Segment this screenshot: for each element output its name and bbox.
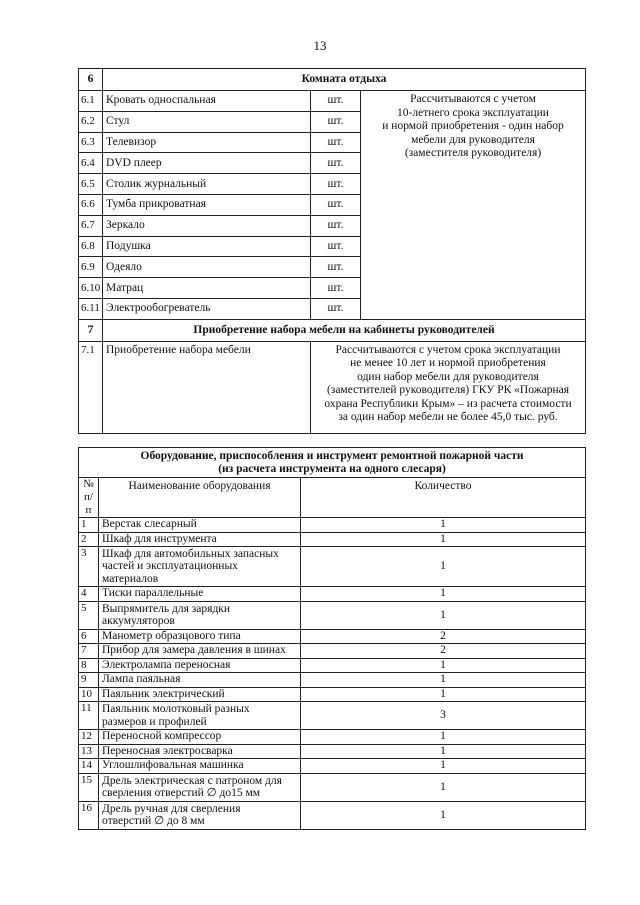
equipment-quantity: 1 [301,532,586,547]
row-number: 4 [79,587,99,602]
table-row [79,91,586,112]
note-line: (заместителей руководителя) ГКУ РК «Пожарная [326,384,570,397]
name-line: аккумуляторов [102,615,175,627]
item-number: 6.4 [79,153,103,174]
equipment-quantity: 1 [301,730,586,745]
item-number: 6.5 [79,174,103,195]
name-line: частей и эксплуатационных [102,560,238,573]
name-line: Лампа паяльная [102,673,181,686]
row-number: 16 [79,801,99,829]
table-row [79,801,586,829]
item-number: 6.1 [79,91,103,112]
column-header-name: Наименование оборудования [99,478,301,518]
equipment-quantity: 1 [301,773,586,801]
item-unit: шт. [311,153,361,174]
item-name: Подушка [103,236,311,257]
equipment-subtitle-line: (из расчета инструмента на одного слесаря) [218,462,446,475]
table-row [79,702,586,730]
equipment-quantity: 1 [301,687,586,702]
name-line: Тиски параллельные [102,587,204,600]
item-name: Столик журнальный [103,174,311,195]
item-unit: шт. [311,91,361,112]
table-row [79,730,586,745]
item-unit: шт. [311,278,361,299]
item-name: Телевизор [103,132,311,153]
name-line: Электролампа переносная [102,658,231,671]
item-number: 6.8 [79,236,103,257]
equipment-name [99,730,301,745]
item-number: 6.6 [79,194,103,215]
equipment-name [99,801,301,829]
item-unit: шт. [311,194,361,215]
equipment-quantity: 1 [301,658,586,673]
equipment-name [99,532,301,547]
item-name: Стул [103,111,311,132]
equipment-name [99,673,301,688]
section-title: Комната отдыха [103,69,586,91]
name-line: Углошлифовальная машинка [102,759,244,772]
item-number: 6.2 [79,111,103,132]
table-row [79,744,586,759]
equipment-header-row [79,478,586,518]
section-number: 6 [79,69,103,91]
name-line: Манометр образцового типа [102,629,241,642]
table-row [79,341,586,433]
name-line: Верстак слесарный [102,518,197,531]
row-number: 11 [79,702,99,730]
note-line: охрана Республики Крым» – из расчета стоимости [324,397,572,410]
table-row [79,518,586,533]
name-line: отверстий ∅ до 8 мм [102,815,205,827]
equipment-quantity: 1 [301,801,586,829]
row-number: 14 [79,759,99,774]
table-row [79,658,586,673]
equipment-quantity: 2 [301,644,586,659]
page-number: 13 [313,38,327,53]
row-number: 10 [79,687,99,702]
equipment-quantity: 2 [301,629,586,644]
item-number: 6.10 [79,278,103,299]
name-line: Паяльник электрический [102,687,225,700]
row-number: 13 [79,744,99,759]
table-row [79,601,586,629]
name-line: Паяльник молотковый разных [102,703,250,715]
equipment-name [99,773,301,801]
row-number: 12 [79,730,99,745]
equipment-title-row [79,448,586,478]
item-number: 6.9 [79,257,103,278]
section-7-header [79,319,586,341]
item-unit: шт. [311,111,361,132]
row-number: 15 [79,773,99,801]
item-unit: шт. [311,236,361,257]
equipment-quantity: 1 [301,518,586,533]
note-line: Рассчитываются с учетом [410,93,536,105]
column-header-quantity: Количество [301,478,586,518]
equipment-name [99,601,301,629]
item-unit: шт. [311,298,361,319]
note-line: один набор мебели для руководителя [357,370,539,383]
note-line: и нормой приобретения - один набор [382,120,564,132]
equipment-quantity: 1 [301,547,586,587]
section-number: 7 [79,319,103,341]
note-line: (заместителя руководителя) [404,147,542,159]
item-unit: шт. [311,215,361,236]
name-line: Прибор для замера давления в шинах [102,644,286,657]
section-6-note [361,91,586,320]
equipment-name [99,759,301,774]
row-number: 6 [79,629,99,644]
table-row [79,644,586,659]
equipment-name [99,644,301,659]
item-name: Матрац [103,278,311,299]
item-name: Кровать односпальная [103,91,311,112]
name-line: сверления отверстий ∅ до15 мм [102,787,261,799]
equipment-quantity: 1 [301,587,586,602]
item-number: 6.11 [79,298,103,319]
note-line: не менее 10 лет и нормой приобретения [350,357,546,370]
table-row [79,587,586,602]
section-title: Приобретение набора мебели на кабинеты руководителей [103,319,586,341]
equipment-name [99,587,301,602]
equipment-quantity: 1 [301,673,586,688]
header-num-line: п/п [84,491,93,516]
item-name: Зеркало [103,215,311,236]
item-name: DVD плеер [103,153,311,174]
equipment-quantity: 3 [301,702,586,730]
note-line: за один набор мебели не более 45,0 тыс. руб. [338,411,558,424]
table-row [79,673,586,688]
item-number: 7.1 [79,341,103,433]
note-line: мебели для руководителя [411,133,535,146]
table-row [79,773,586,801]
equipment-name [99,744,301,759]
name-line: Дрель ручная для сверления [102,802,241,815]
item-name: Одеяло [103,257,311,278]
row-number: 9 [79,673,99,688]
equipment-name [99,518,301,533]
name-line: Дрель электрическая с патроном для [102,774,282,787]
equipment-name [99,629,301,644]
name-line: Переносной компрессор [102,730,222,743]
name-line: размеров и профилей [102,715,207,728]
header-num-line: № [83,478,94,490]
table-row [79,547,586,587]
column-header-number [79,478,99,518]
equipment-quantity: 1 [301,744,586,759]
equipment-quantity: 1 [301,601,586,629]
equipment-name [99,547,301,587]
equipment-name [99,702,301,730]
item-number: 6.7 [79,215,103,236]
equipment-title-line: Оборудование, приспособления и инструмент ремонтной пожарной части [140,449,524,462]
rest-room-table [78,68,586,434]
equipment-quantity: 1 [301,759,586,774]
equipment-title [79,448,586,478]
name-line: Выпрямитель для зарядки [102,602,231,615]
name-line: Шкаф для инструмента [102,532,217,545]
item-number: 6.3 [79,132,103,153]
equipment-name [99,658,301,673]
equipment-table [78,447,586,830]
equipment-name [99,687,301,702]
item-name: Электрообогреватель [103,298,311,319]
section-6-header [79,69,586,91]
row-number: 5 [79,601,99,629]
row-number: 8 [79,658,99,673]
note-line: 10-летнего срока эксплуатации [397,106,549,119]
row-number: 7 [79,644,99,659]
item-name: Тумба прикроватная [103,194,311,215]
table-row [79,759,586,774]
table-row [79,629,586,644]
row-number: 2 [79,532,99,547]
name-line: Переносная электросварка [102,744,233,757]
name-line: материалов [102,572,159,585]
item-unit: шт. [311,257,361,278]
item-name: Приобретение набора мебели [103,341,311,433]
section-7-note [311,341,586,433]
name-line: Шкаф для автомобильных запасных [102,547,279,560]
note-line: Рассчитываются с учетом срока эксплуатации [335,343,561,356]
row-number: 1 [79,518,99,533]
table-row [79,532,586,547]
table-row [79,687,586,702]
item-unit: шт. [311,132,361,153]
row-number: 3 [79,547,99,587]
item-unit: шт. [311,174,361,195]
